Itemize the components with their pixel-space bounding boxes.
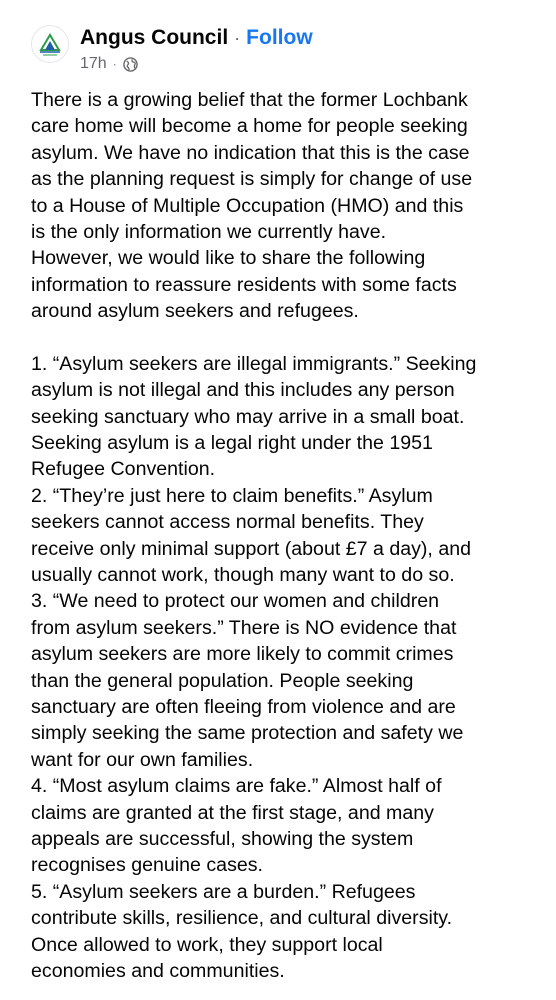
text-line: There is a growing belief that the former Lochbank [31,89,468,111]
text-line: simply seeking the same protection and safety we [31,722,464,745]
text-line: claims are granted at the first stage, and many [31,801,434,824]
text-line: from asylum seekers.” There is NO evidence that [31,616,457,639]
text-line: asylum. We have no indication that this is the case [31,141,470,164]
paragraph-spacer [31,325,541,351]
text-line: seekers cannot access normal benefits. They [31,511,424,534]
text-line: is the only information we currently have. [31,220,387,243]
text-line: Once allowed to work, they support local [31,933,383,956]
text-line: asylum seekers are more likely to commit crimes [31,643,454,666]
text-line: 2. “They’re just here to claim benefits.” Asylum [31,484,433,507]
text-line: asylum is not illegal and this includes any person [31,379,455,402]
follow-button[interactable]: Follow [246,26,313,49]
meta-separator: · [112,57,117,71]
text-line: information to reassure residents with some facts [31,273,457,296]
text-line: 1. “Asylum seekers are illegal immigrants.” Seeking [31,352,477,375]
points-paragraph [31,351,541,984]
text-line: recognises genuine cases. [31,854,264,877]
text-line: However, we would like to share the following [31,247,426,270]
angus-council-logo-icon [32,26,68,62]
text-line: economies and communities. [31,959,285,982]
text-line: sanctuary are often fleeing from violence and are [31,695,456,718]
text-line: as the planning request is simply for change of use [31,168,473,191]
post-meta [80,54,138,74]
text-line: 5. “Asylum seekers are a burden.” Refugees [31,880,416,903]
globe-icon [123,57,138,72]
text-line: 3. “We need to protect our women and children [31,590,440,613]
text-line: to a House of Multiple Occupation (HMO) and this [31,194,464,217]
text-line: Refugee Convention. [31,458,216,481]
text-line: receive only minimal support (about £7 a day), and [31,537,472,560]
post-header [31,20,531,80]
name-separator: · [234,28,241,48]
post-body [31,87,541,984]
post-timestamp[interactable]: 17h [80,55,107,72]
page-name[interactable]: Angus Council [80,26,229,49]
text-line: seeking sanctuary who may arrive in a small boat. [31,405,465,428]
text-line: appeals are successful, showing the system [31,827,414,850]
page-avatar[interactable] [31,25,69,63]
text-line: contribute skills, resilience, and cultural diversity. [31,907,453,930]
intro-paragraph [31,87,541,325]
text-line: usually cannot work, though many want to do so. [31,564,455,587]
text-line: Seeking asylum is a legal right under the 1951 [31,432,433,455]
text-line: want for our own families. [31,748,254,771]
text-line: 4. “Most asylum claims are fake.” Almost half of [31,775,442,798]
text-line: than the general population. People seeking [31,669,414,692]
name-row [80,25,313,51]
text-line: around asylum seekers and refugees. [31,300,359,323]
text-line: care home will become a home for people seeking [31,115,468,138]
